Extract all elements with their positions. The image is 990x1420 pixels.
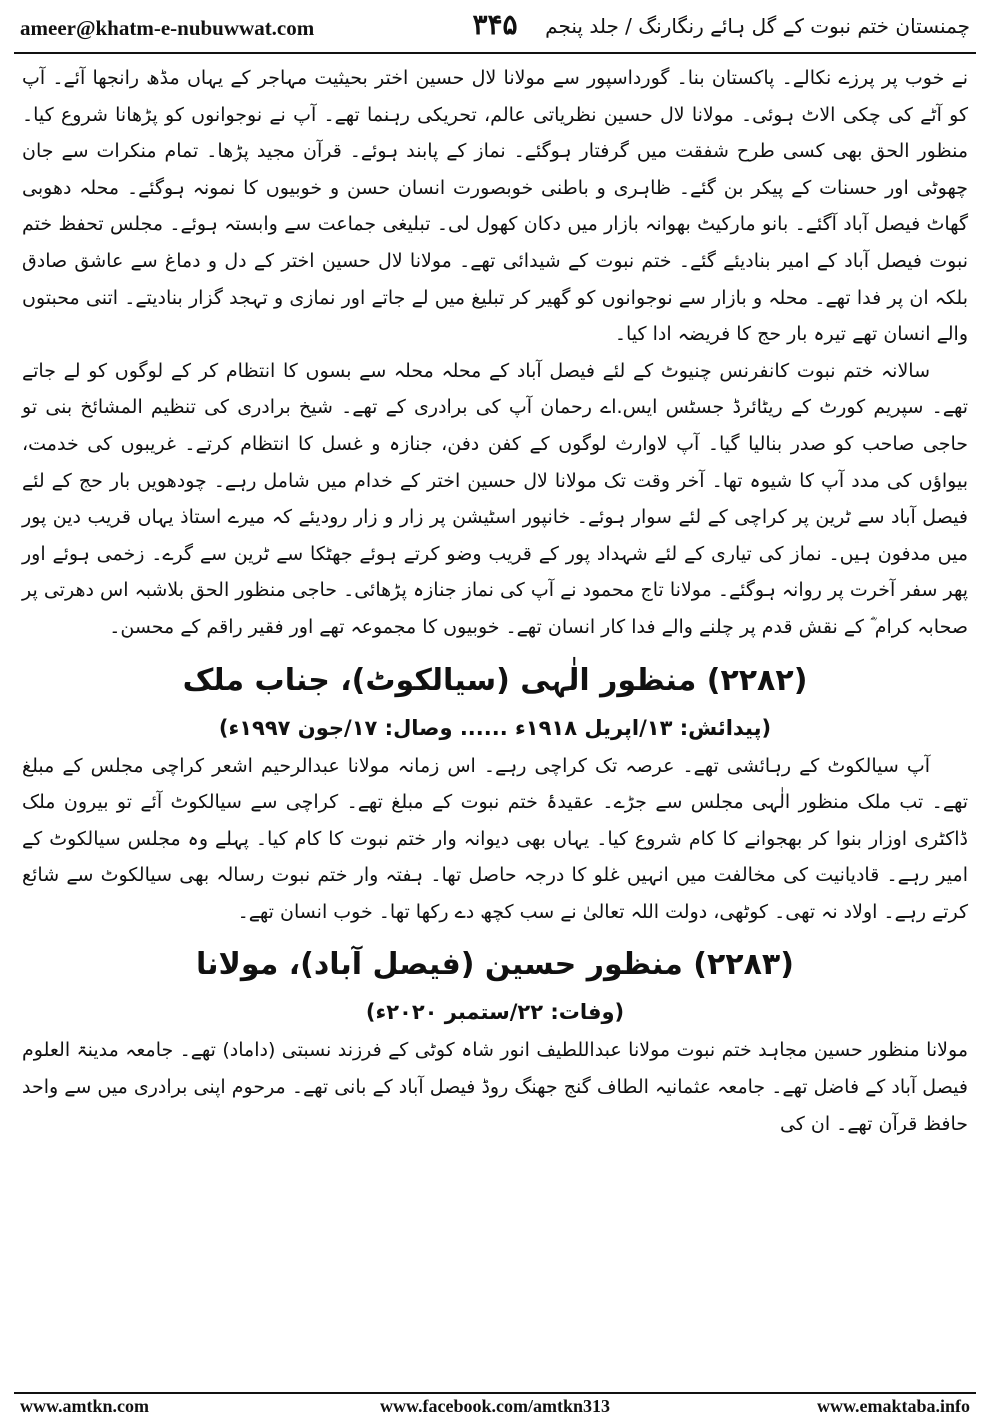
header-email: ameer@khatm-e-nubuwwat.com [20, 16, 315, 40]
book-title: چمنستان ختم نبوت کے گل ہائے رنگارنگ / جلد پنجم [545, 14, 970, 38]
paragraph: آپ سیالکوٹ کے رہائشی تھے۔ عرصہ تک کراچی رہے۔ اس زمانہ مولانا عبدالرحیم اشعر کراچی مجلس کے مبلغ تھے۔ تب ملک منظور الٰہی مجلس سے جڑے۔ عقیدۂ ختم نبوت کے مبلغ تھے۔ کراچی سے سیالکوٹ آئے تو بیرون ملک ڈاکٹری اوزار بنوا کر بھجوانے کا کام شروع کیا۔ یہاں بھی دیوانہ وار ختم نبوت کا کام کیا۔ پہلے وہ مجلس سیالکوٹ کے امیر رہے۔ قادیانیت کی مخالفت میں انہیں غلو کا درجہ حاصل تھا۔ ہفتہ وار ختم نبوت رسالہ بھی سیالکوٹ سے شائع کرتے رہے۔ اولاد نہ تھی۔ کوٹھی، دولت اللہ تعالیٰ نے سب کچھ دے رکھا تھا۔ خوب انسان تھے۔ [22, 754, 968, 923]
section-dates-2282: (پیدائش: ۱۳/اپریل ۱۹۱۸ء ...... وصال: ۱۷/جون ۱۹۹۷ء) [218, 715, 772, 740]
paragraph: سالانہ ختم نبوت کانفرنس چنیوٹ کے لئے فیصل آباد کے محلہ محلہ سے بسوں کا انتظام کر کے لوگوں کو لے جاتے تھے۔ سپریم کورٹ کے ریٹائرڈ جسٹس ایس.اے رحمان آپ کی برادری کے تھے۔ شیخ برادری کی تنظیم المشائخ بنی تو حاجی صاحب کو صدر بنالیا گیا۔ آپ لاوارث لوگوں کے کفن دفن، جنازہ و غسل کا انتظام کرتے۔ غریبوں کی خدمت، بیواؤں کی مدد آپ کا شیوہ تھا۔ آخر وقت تک مولانا لال حسین اختر کے خدام میں شامل رہے۔ چودھویں بار حج کے لئے فیصل آباد سے ٹرین پر کراچی کے لئے سوار ہوئے۔ خانپور اسٹیشن پر زار و زار رودیئے کہ میرے استاذ یہاں قریب دین پور میں مدفون ہیں۔ نماز کی تیاری کے لئے شہداد پور کے قریب وضو کرتے ہوئے جھٹکا سے ٹرین سے گرے۔ زخمی ہوئے اور پھر سفر آخرت پر روانہ ہوگئے۔ مولانا تاج محمود نے آپ کی نماز جنازہ پڑھائی۔ حاجی منظور الحق بلاشبہ اس دھرتی پر صحابہ کرام ؓ کے نقش قدم پر چلنے والے فدا کار انسان تھے۔ خوبیوں کا مجموعہ تھے اور فقیر راقم کے محسن۔ [22, 359, 968, 638]
page-body [22, 60, 968, 1142]
paragraph: مولانا منظور حسین مجاہد ختم نبوت مولانا عبداللطیف انور شاہ کوٹی کے فرزند نسبتی (داماد) تھے۔ جامعہ مدینۃ العلوم فیصل آباد کے فاضل تھے۔ جامعہ عثمانیہ الطاف گنج جھنگ روڈ فیصل آباد کے بانی تھے۔ مرحوم اپنی برادری میں سے واحد حافظ قرآن تھے۔ ان کی [22, 1039, 968, 1135]
header-rule [14, 52, 976, 54]
page-header [14, 8, 976, 48]
footer-link-center[interactable]: www.facebook.com/amtkn313 [380, 1396, 610, 1416]
paragraph: نے خوب پر پرزے نکالے۔ پاکستان بنا۔ گورداسپور سے مولانا لال حسین اختر بحیثیت مہاجر کے یہاں مڈھ رانجھا آئے۔ آپ کو آٹے کی چکی الاٹ ہوئی۔ مولانا لال حسین نظریاتی عالم، تحریکی رہنما تھے۔ آپ نے نوجوانوں کو پڑھانا شروع کیا۔ منظور الحق بھی کسی طرح شفقت میں گرفتار ہوگئے۔ نماز کے پابند ہوئے۔ قرآن مجید پڑھا۔ تمام منکرات سے جان چھوٹی اور حسنات کے پیکر بن گئے۔ ظاہری و باطنی خوبصورت انسان حسن و خوبیوں کا نمونہ ہوگئے۔ محلہ دھوبی گھاٹ فیصل آباد آگئے۔ بانو مارکیٹ بھوانہ بازار میں دکان کھول لی۔ تبلیغی جماعت سے وابستہ ہوئے۔ مجلس تحفظ ختم نبوت فیصل آباد کے امیر بنادیئے گئے۔ ختم نبوت کے شیدائی تھے۔ مولانا لال حسین اختر کے دل و دماغ سے عاشق صادق بلکہ ان پر فدا تھے۔ محلہ و بازار سے نوجوانوں کو گھیر کر تبلیغ میں لے جاتے اور نمازی و تہجد گزار بنادیتے۔ اتنی محبتوں والے انسان تھے تیرہ بار حج کا فریضہ ادا کیا۔ [22, 67, 968, 346]
footer-link-left[interactable]: www.amtkn.com [20, 1396, 149, 1416]
section-heading-2282: (۲۲۸۲) منظور الٰہی (سیالکوٹ)، جناب ملک [182, 662, 808, 698]
page-number: ۳۴۵ [472, 8, 518, 41]
section-dates-2283: (وفات: ۲۲/ستمبر ۲۰۲۰ء) [365, 1000, 625, 1025]
footer-link-right[interactable]: www.emaktaba.info [816, 1396, 970, 1416]
page-footer [14, 1396, 976, 1418]
section-heading-2283: (۲۲۸۳) منظور حسین (فیصل آباد)، مولانا [196, 947, 794, 983]
footer-rule [14, 1392, 976, 1394]
